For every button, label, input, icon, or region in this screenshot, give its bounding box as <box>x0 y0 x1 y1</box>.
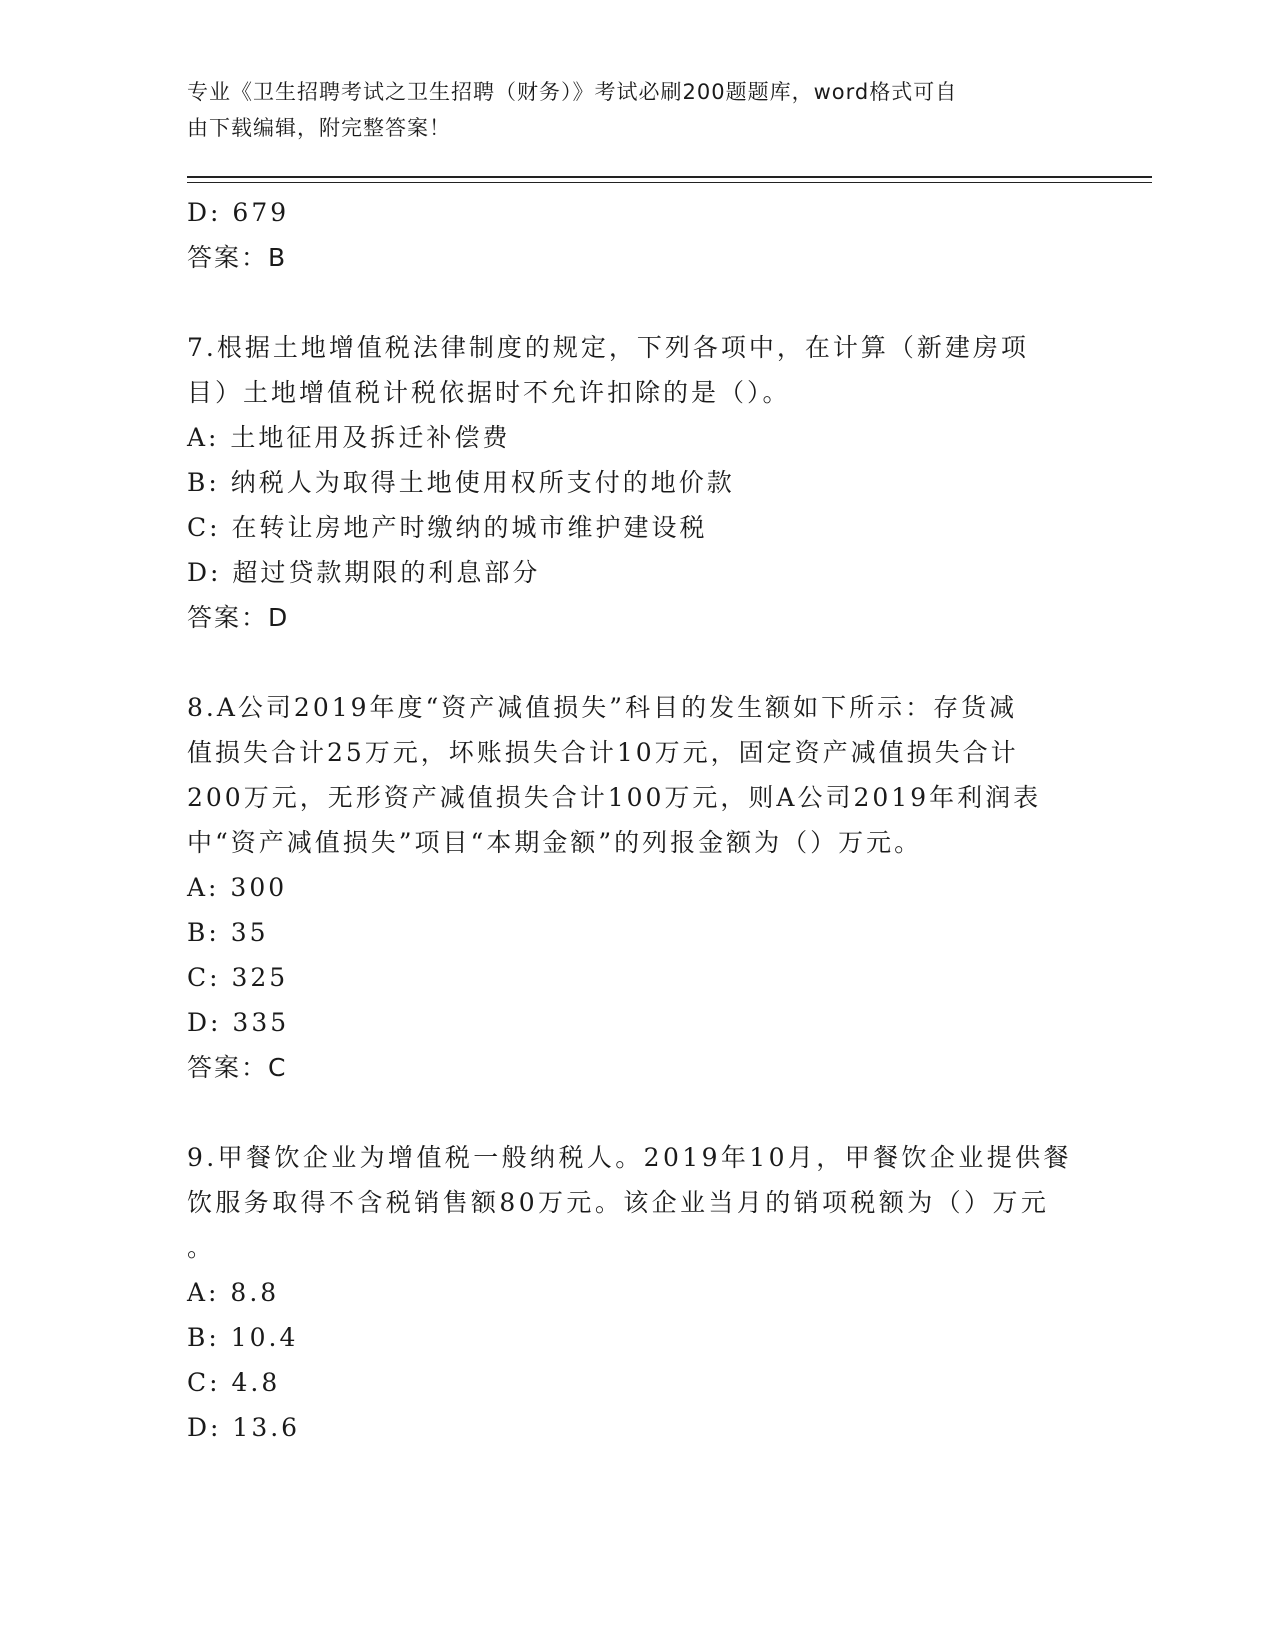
header-divider-thin <box>187 182 1152 183</box>
q7-answer: 答案：D <box>187 603 290 632</box>
header-divider-thick <box>187 176 1152 178</box>
q8-option-a: A: 300 <box>187 873 288 902</box>
q9-option-a: A: 8.8 <box>187 1278 280 1307</box>
q8-answer: 答案：C <box>187 1053 288 1082</box>
q8-option-d: D: 335 <box>187 1008 290 1037</box>
q7-stem-line-1: 7.根据土地增值税法律制度的规定，下列各项中，在计算（新建房项 <box>187 333 1029 362</box>
q9-stem-line-2: 饮服务取得不含税销售额80万元。该企业当月的销项税额为（）万元 <box>187 1188 1050 1217</box>
header-title-line-2: 由下载编辑，附完整答案！ <box>187 116 451 140</box>
q8-option-b: B: 35 <box>187 918 269 947</box>
q9-stem-line-1: 9.甲餐饮企业为增值税一般纳税人。2019年10月，甲餐饮企业提供餐 <box>187 1143 1072 1172</box>
q8-stem-line-3: 200万元，无形资产减值损失合计100万元，则A公司2019年利润表 <box>187 783 1042 812</box>
q9-stem-line-3: 。 <box>187 1233 216 1262</box>
q7-option-a: A: 土地征用及拆迁补偿费 <box>187 423 511 452</box>
spacer <box>187 1090 1087 1135</box>
question-content <box>187 190 1087 1450</box>
prev-answer: 答案：B <box>187 243 288 272</box>
q7-option-c: C: 在转让房地产时缴纳的城市维护建设税 <box>187 513 708 542</box>
q9-option-d: D: 13.6 <box>187 1413 301 1442</box>
prev-option-d: D: 679 <box>187 198 290 227</box>
q8-stem-line-1: 8.A公司2019年度“资产减值损失”科目的发生额如下所示：存货减 <box>187 693 1018 722</box>
q8-option-c: C: 325 <box>187 963 289 992</box>
header-title-line-1: 专业《卫生招聘考试之卫生招聘（财务）》考试必刷200题题库，word格式可自 <box>187 80 958 104</box>
q9-option-b: B: 10.4 <box>187 1323 299 1352</box>
page-header <box>187 74 1067 146</box>
spacer <box>187 280 1087 325</box>
q9-option-c: C: 4.8 <box>187 1368 281 1397</box>
spacer <box>187 640 1087 685</box>
q8-stem-line-2: 值损失合计25万元，坏账损失合计10万元，固定资产减值损失合计 <box>187 738 1019 767</box>
q8-stem-line-4: 中“资产减值损失”项目“本期金额”的列报金额为（）万元。 <box>187 828 923 857</box>
q7-stem-line-2: 目）土地增值税计税依据时不允许扣除的是（）。 <box>187 378 791 407</box>
q7-option-d: D: 超过贷款期限的利息部分 <box>187 558 541 587</box>
q7-option-b: B: 纳税人为取得土地使用权所支付的地价款 <box>187 468 735 497</box>
